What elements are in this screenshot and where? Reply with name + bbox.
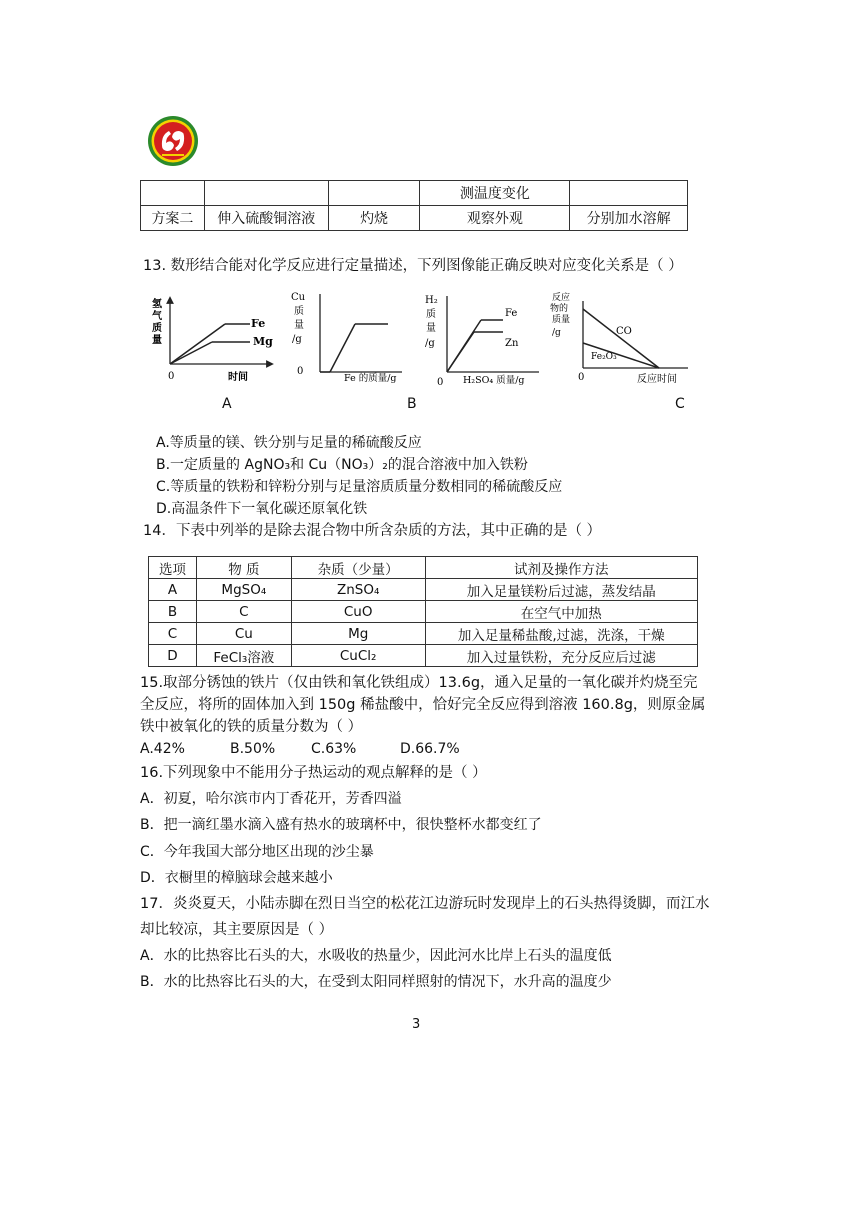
plan-table-row <box>141 206 688 231</box>
table-cell: 在空气中加热 <box>425 601 697 623</box>
page-number: 3 <box>412 1017 421 1032</box>
table-cell: A <box>149 579 197 601</box>
graph-a-origin: 0 <box>168 371 175 382</box>
graph-c-ylabel: /g <box>425 338 435 349</box>
graph-c <box>423 290 543 390</box>
table-cell: 加入足量镁粉后过滤，蒸发结晶 <box>425 579 697 601</box>
q13-option-d: D.高温条件下一氧化碳还原氧化铁 <box>156 501 368 517</box>
zn-curve <box>447 332 474 372</box>
graph-d-ylabel: 反应 <box>552 293 571 303</box>
graph-a-mg-label: Mg <box>253 335 273 348</box>
table-cell <box>570 181 688 206</box>
mg-curve <box>170 342 212 364</box>
table-row <box>149 623 698 645</box>
table-cell: B <box>149 601 197 623</box>
q16-option-c: C．今年我国大部分地区出现的沙尘暴 <box>140 844 374 860</box>
table-cell <box>204 181 328 206</box>
graph-a-xlabel: 时间 <box>228 372 248 383</box>
graph-b-ylabel: /g <box>292 334 302 345</box>
table-cell: 方案二 <box>141 206 205 231</box>
graph-b-ylabel: 量 <box>294 320 304 331</box>
table-row <box>149 579 698 601</box>
graph-c-ylabel: 质 <box>426 309 436 320</box>
graph-label-c: C <box>675 396 685 412</box>
q17-option-a: A．水的比热容比石头的大，水吸收的热量少，因此河水比岸上石头的温度低 <box>140 948 612 964</box>
graph-d <box>548 289 693 387</box>
q15-option-b: B.50% <box>230 741 276 757</box>
table-header-row <box>149 557 698 579</box>
q16-option-b: B．把一滴红墨水滴入盛有热水的玻璃杯中，很快整杯水都变红了 <box>140 817 542 833</box>
q16-option-a: A．初夏，哈尔滨市内丁香花开，芳香四溢 <box>140 791 402 807</box>
q16-option-d: D．衣橱里的樟脑球会越来越小 <box>140 870 333 886</box>
graph-d-xlabel: 反应时间 <box>637 374 677 385</box>
impurity-table <box>148 556 698 667</box>
table-cell: CuCl₂ <box>291 645 425 667</box>
table-cell: MgSO₄ <box>196 579 291 601</box>
table-cell <box>141 181 205 206</box>
graph-d-ylabel: /g <box>552 328 561 338</box>
plan-table-row <box>141 181 688 206</box>
table-cell: 测温度变化 <box>420 181 570 206</box>
q17-option-b: B．水的比热容比石头的大，在受到太阳同样照射的情况下，水升高的温度少 <box>140 974 612 990</box>
plan-table <box>140 180 688 231</box>
graph-b-ylabel: Cu <box>291 292 306 303</box>
q15-option-d: D.66.7% <box>400 741 460 757</box>
question-17-line-2: 却比较凉，其主要原因是（ ） <box>140 922 334 938</box>
graph-label-b: B <box>407 396 417 412</box>
question-16-text: 16.下列现象中不能用分子热运动的观点解释的是（ ） <box>140 765 487 781</box>
q15-option-c: C.63% <box>311 741 357 757</box>
graph-a-ylabel: 质 <box>152 323 162 334</box>
table-cell: Mg <box>291 623 425 645</box>
table-header: 杂质（少量） <box>291 557 425 579</box>
graph-label-a: A <box>222 396 232 412</box>
graph-d-origin: 0 <box>578 372 585 383</box>
table-row <box>149 645 698 667</box>
q13-option-a: A.等质量的镁、铁分别与足量的稀硫酸反应 <box>156 435 422 451</box>
q13-option-c: C.等质量的铁粉和锌粉分别与足量溶质质量分数相同的稀硫酸反应 <box>156 479 563 495</box>
graph-b-origin: 0 <box>297 366 304 377</box>
graph-a-fe-label: Fe <box>251 317 266 330</box>
graph-a-ylabel: 气 <box>152 311 162 322</box>
graph-a-ylabel: 量 <box>152 335 162 346</box>
table-header: 试剂及操作方法 <box>425 557 697 579</box>
school-logo <box>147 115 199 167</box>
graph-c-zn-label: Zn <box>505 338 519 349</box>
table-cell: CuO <box>291 601 425 623</box>
table-cell: ZnSO₄ <box>291 579 425 601</box>
table-row <box>149 601 698 623</box>
graph-c-ylabel: 量 <box>426 323 436 334</box>
question-17-line-1: 17．炎炎夏天，小陆赤脚在烈日当空的松花江边游玩时发现岸上的石头热得烫脚，而江水 <box>140 896 710 912</box>
graph-d-fe2o3-label: Fe₂O₃ <box>591 352 617 362</box>
question-15-line-2: 全反应，将所的固体加入到 150g 稀盐酸中，恰好完全反应得到溶液 160.8g，则原金属 <box>140 697 706 713</box>
table-header: 选项 <box>149 557 197 579</box>
table-cell: 灼烧 <box>328 206 420 231</box>
table-cell: C <box>196 601 291 623</box>
question-15-line-1: 15.取部分锈蚀的铁片（仅由铁和氧化铁组成）13.6g，通入足量的一氧化碳并灼烧至完 <box>140 675 698 691</box>
graph-d-co-label: CO <box>616 326 632 337</box>
question-13-text: 13. 数形结合能对化学反应进行定量描述，下列图像能正确反映对应变化关系是（ ） <box>143 258 683 274</box>
graph-b-ylabel: 质 <box>294 306 304 317</box>
graph-c-ylabel: H₂ <box>425 295 438 306</box>
graph-c-fe-label: Fe <box>505 308 518 319</box>
question-14-text: 14．下表中列举的是除去混合物中所含杂质的方法，其中正确的是（ ） <box>143 523 602 539</box>
fe-curve <box>170 324 225 364</box>
table-cell: 分别加水溶解 <box>570 206 688 231</box>
table-header: 物 质 <box>196 557 291 579</box>
table-cell: C <box>149 623 197 645</box>
table-cell: 伸入硫酸铜溶液 <box>204 206 328 231</box>
q13-option-b: B.一定质量的 AgNO₃和 Cu（NO₃）₂的混合溶液中加入铁粉 <box>156 457 528 473</box>
graph-a <box>150 292 275 384</box>
graph-c-origin: 0 <box>437 377 444 388</box>
graph-d-ylabel: 物的 <box>550 304 569 314</box>
graph-c-xlabel: H₂SO₄ 质量/g <box>463 375 525 386</box>
table-cell: 加入足量稀盐酸,过滤，洗涤，干燥 <box>425 623 697 645</box>
table-cell: D <box>149 645 197 667</box>
graph-b <box>290 288 405 384</box>
table-cell: 观察外观 <box>420 206 570 231</box>
table-cell: Cu <box>196 623 291 645</box>
table-cell: 加入过量铁粉，充分反应后过滤 <box>425 645 697 667</box>
graph-a-ylabel: 氢 <box>152 299 162 310</box>
q15-option-a: A.42% <box>140 741 185 757</box>
question-15-line-3: 铁中被氧化的铁的质量分数为（ ） <box>140 719 363 735</box>
graph-d-ylabel: 质量 <box>552 315 571 325</box>
cu-curve <box>330 324 355 372</box>
table-cell <box>328 181 420 206</box>
graph-b-xlabel: Fe 的质量/g <box>344 373 397 384</box>
table-cell: FeCl₃溶液 <box>196 645 291 667</box>
